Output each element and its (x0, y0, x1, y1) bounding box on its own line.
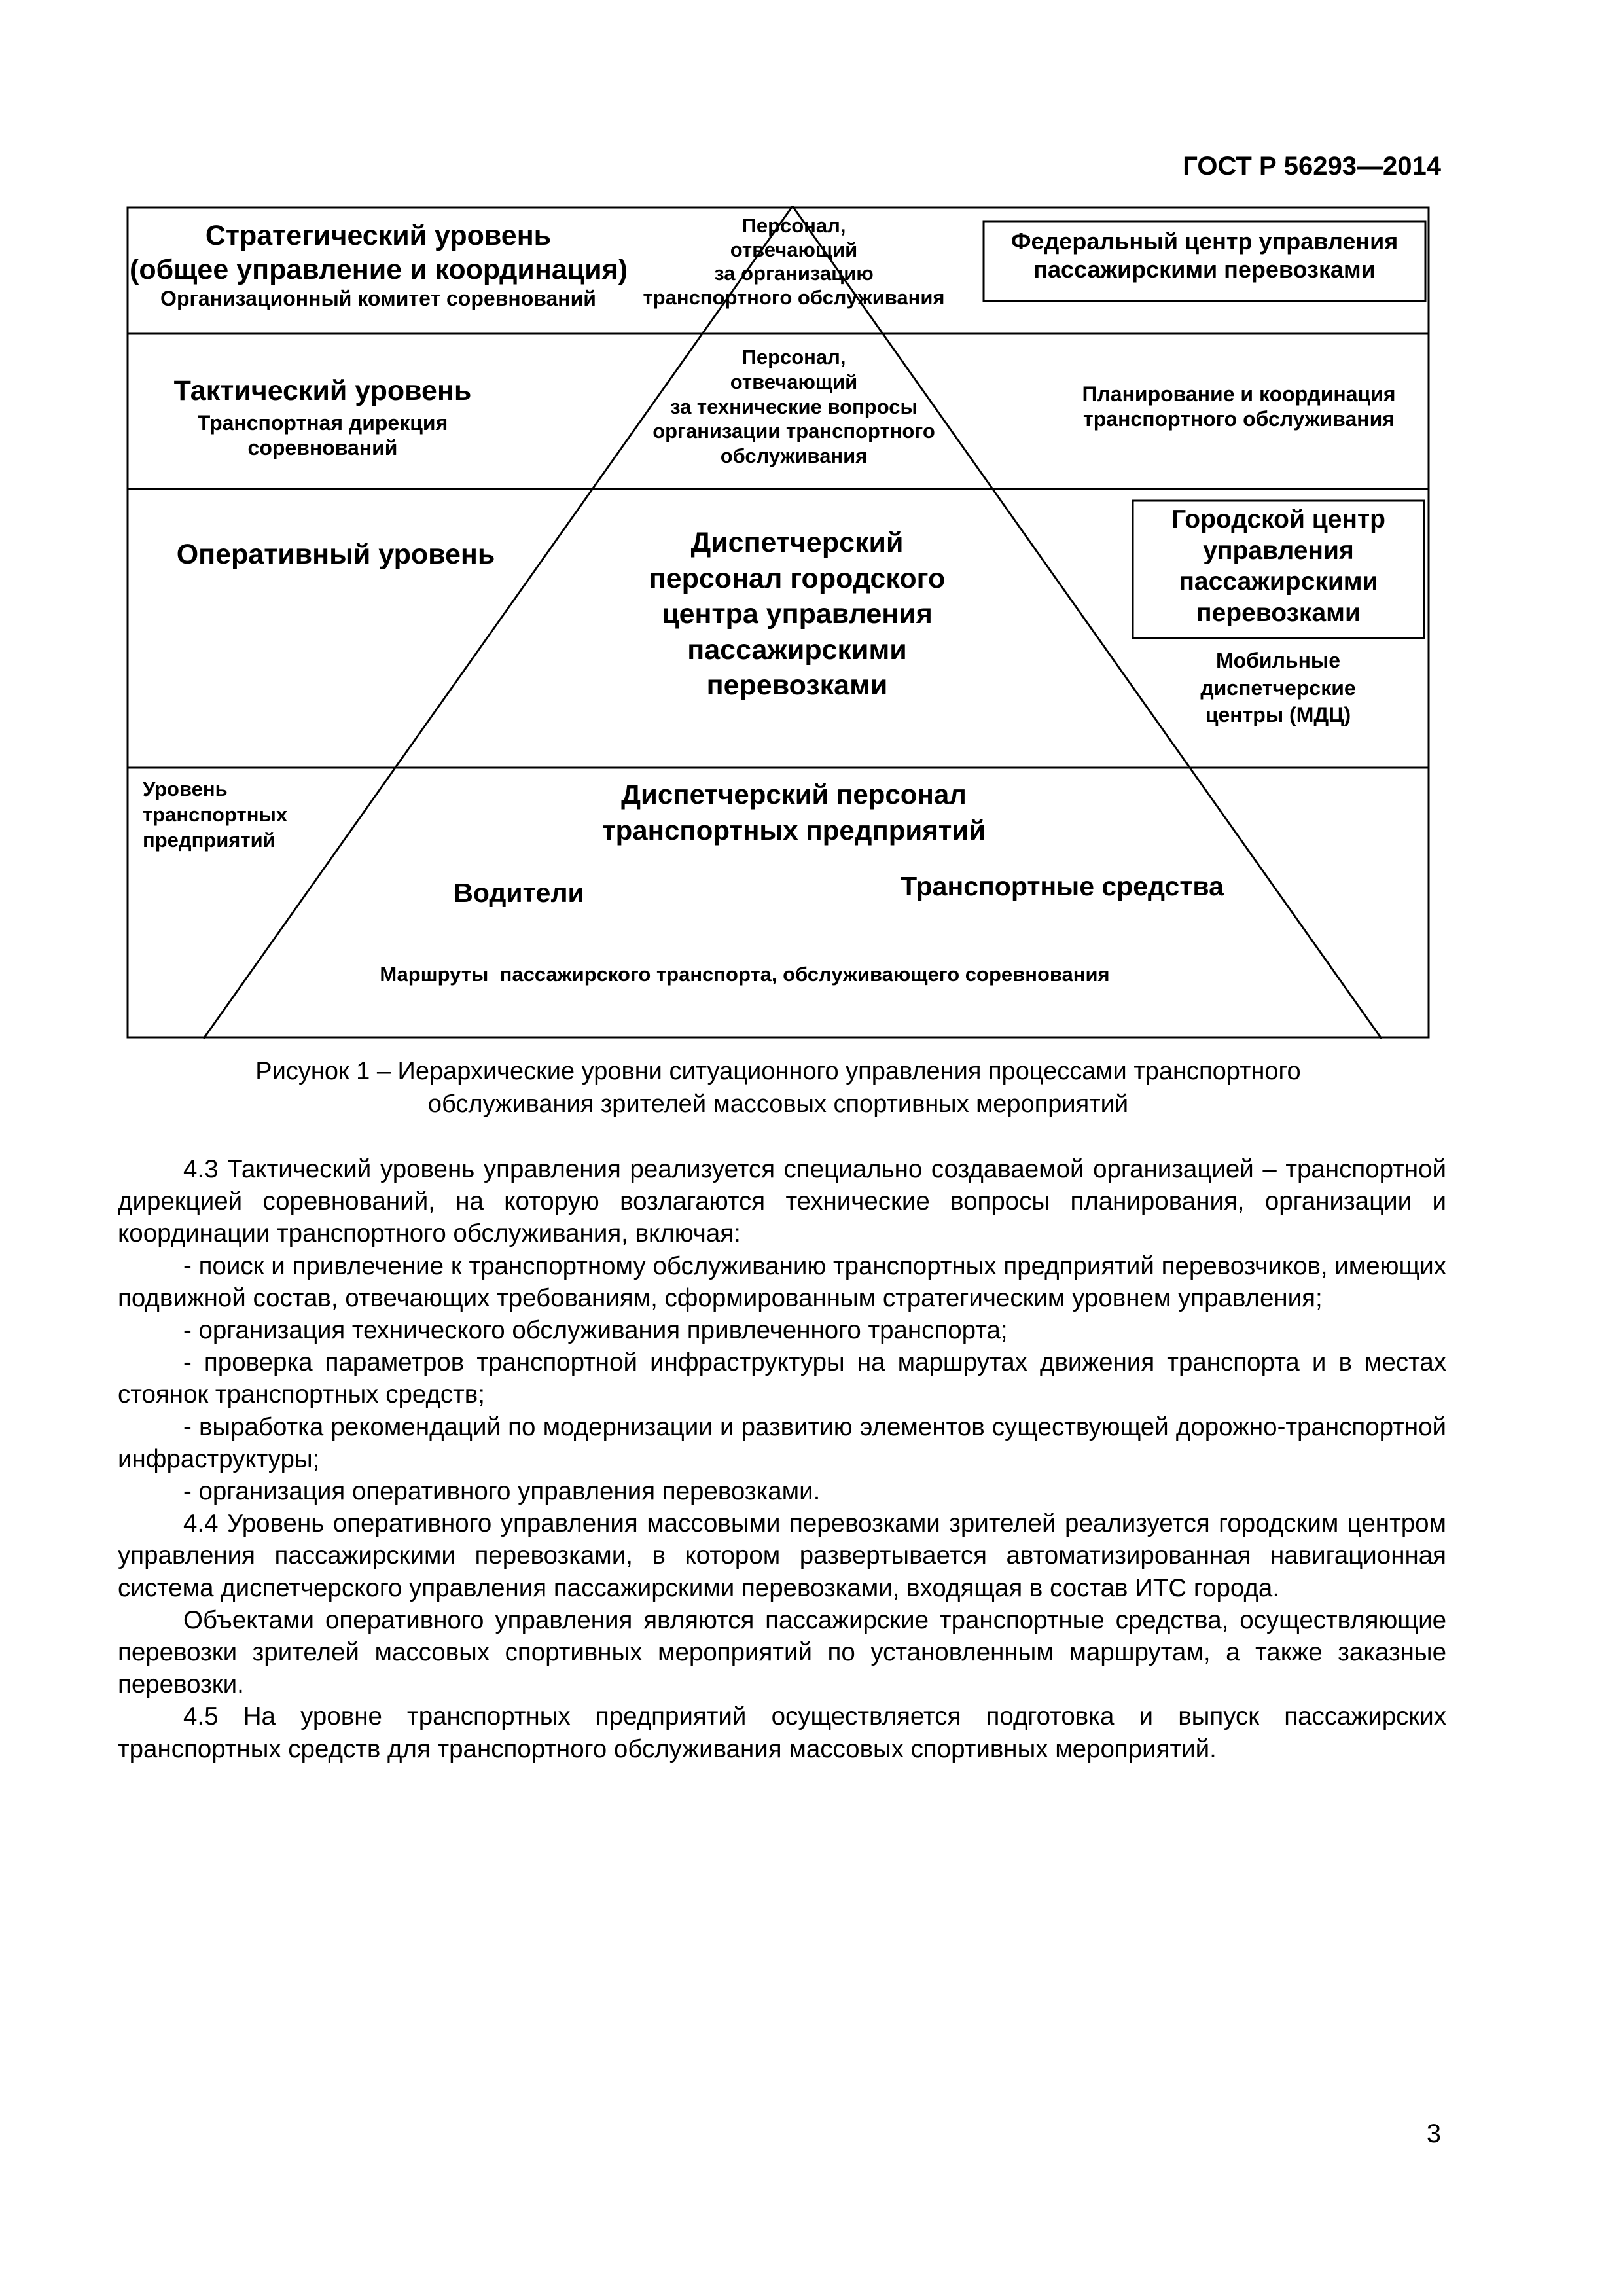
figure-caption: Рисунок 1 – Иерархические уровни ситуационного управления процессами транспортного обслуживания зрителей массовых спортивных мероприятий (255, 1058, 1301, 1118)
body-text (118, 1153, 1446, 1765)
list-item: - выработка рекомендаций по модернизации и развитию элементов существующей дорожно-транспортной инфраструктуры; (118, 1412, 1446, 1473)
drivers-label: Водители (454, 878, 584, 908)
tactical-title: Тактический уровень (173, 375, 472, 406)
mobile-centers-text: Мобильные диспетчерские центры (МДЦ) (1200, 649, 1356, 727)
tactical-center-text: Персонал, отвечающий за технические вопросы организации транспортного обслуживания (652, 346, 935, 468)
paragraph-4-4: 4.4 Уровень оперативного управления массовыми перевозками зрителей реализуется городским центром управления пассажирскими перевозками, в котором развертывается автоматизированная навигационная система диспетчерского управления пассажирскими перевозками, входящая в состав ИТС города. (118, 1509, 1446, 1602)
federal-center-text: Федеральный центр управления пассажирскими перевозками (1010, 228, 1399, 283)
strategic-center-text: Персонал, отвечающий за организацию транспортного обслуживания (643, 214, 945, 309)
list-item: - организация технического обслуживания привлеченного транспорта; (183, 1316, 1008, 1345)
paragraph-4-3: 4.3 Тактический уровень управления реализуется специально создаваемой организацией – транспортной дирекцией соревнований, на которую возлагаются технические вопросы планирования, организации и координации транспортного обслуживания, включая: (118, 1155, 1446, 1248)
paragraph-objects: Объектами оперативного управления являются пассажирские транспортные средства, осуществляющие перевозки зрителей массовых спортивных мероприятий по установленным маршрутам, а также заказные перевозки. (118, 1605, 1446, 1699)
city-center-text: Городской центр управления пассажирскими перевозками (1171, 505, 1385, 627)
operative-title: Оперативный уровень (176, 539, 495, 570)
enterprise-label: Уровень транспортных предприятий (143, 778, 288, 852)
tactical-subtitle: Транспортная дирекция соревнований (197, 411, 448, 460)
list-item: - поиск и привлечение к транспортному обслуживанию транспортных предприятий перевозчиков, имеющих подвижной состав, отвечающих требованиям, сформированным стратегическим уровнем управления; (118, 1251, 1446, 1312)
hierarchy-figure (126, 206, 1430, 1039)
page-number: 3 (1426, 2119, 1441, 2148)
document-code: ГОСТ Р 56293—2014 (1183, 152, 1441, 181)
tactical-right-text: Планирование и координация транспортного обслуживания (1082, 382, 1396, 431)
strategic-title: Стратегический уровень (общее управление и координация) (130, 220, 628, 285)
operative-center-text: Диспетчерский персонал городского центра управления пассажирскими перевозками (649, 527, 946, 702)
paragraph-4-5: 4.5 На уровне транспортных предприятий осуществляется подготовка и выпуск пассажирских транспортных средств для транспортного обслуживания массовых спортивных мероприятий. (118, 1702, 1446, 1763)
enterprise-center-text: Диспетчерский персонал транспортных предприятий (602, 779, 986, 846)
strategic-subtitle: Организационный комитет соревнований (160, 287, 596, 310)
list-item: - организация оперативного управления перевозками. (183, 1477, 821, 1506)
list-item: - проверка параметров транспортной инфраструктуры на маршрутах движения транспорта и в местах стоянок транспортных средств; (118, 1348, 1446, 1409)
routes-label: Маршруты пассажирского транспорта, обслуживающего соревнования (380, 963, 1110, 986)
vehicles-label: Транспортные средства (901, 871, 1224, 901)
